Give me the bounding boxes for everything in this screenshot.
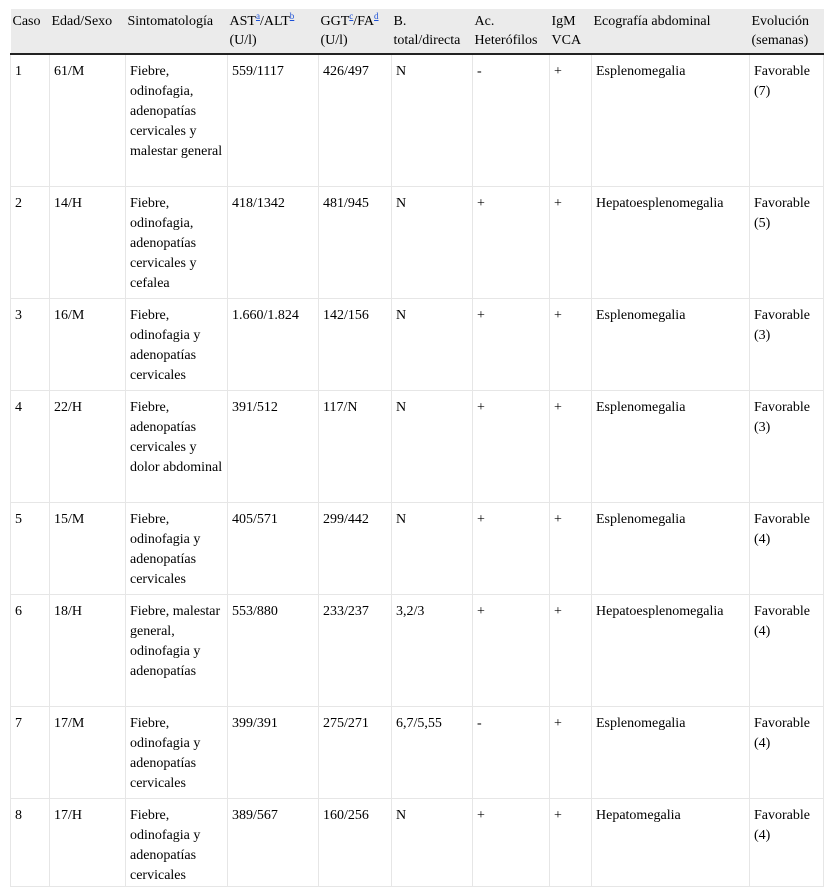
header-ac-heterofilos: Ac. Heterófilos: [473, 9, 550, 54]
cell-ac-heterofilos: -: [473, 707, 550, 799]
cell-sintomatologia: Fiebre, odinofagia, adenopatías cervicales y malestar general: [126, 54, 228, 187]
cell-sintomatologia: Fiebre, odinofagia y adenopatías cervicales: [126, 299, 228, 391]
cell-igm-vca: +: [550, 54, 592, 187]
cell-ac-heterofilos: +: [473, 799, 550, 887]
cell-ecografia: Hepatomegalia: [592, 799, 750, 887]
cell-edad-sexo: 17/H: [50, 799, 126, 887]
cell-edad-sexo: 61/M: [50, 54, 126, 187]
cell-ast-alt: 553/880: [228, 595, 319, 707]
cell-ac-heterofilos: +: [473, 391, 550, 503]
cell-ecografia: Esplenomegalia: [592, 503, 750, 595]
cell-bilirrubina: 6,7/5,55: [392, 707, 473, 799]
cell-ecografia: Esplenomegalia: [592, 299, 750, 391]
cell-ggt-fa: 233/237: [319, 595, 392, 707]
table-row: [11, 503, 824, 595]
cell-bilirrubina: N: [392, 799, 473, 887]
cell-ast-alt: 391/512: [228, 391, 319, 503]
header-ast-alt: AST$^a$/ALT$^b$ (U/l): [228, 9, 319, 54]
cell-ecografia: Hepatoesplenomegalia: [592, 187, 750, 299]
cell-igm-vca: +: [550, 799, 592, 887]
cell-bilirrubina: N: [392, 187, 473, 299]
cell-ast-alt: 559/1117: [228, 54, 319, 187]
cell-ecografia: Esplenomegalia: [592, 391, 750, 503]
cell-ggt-fa: 481/945: [319, 187, 392, 299]
cell-ggt-fa: 142/156: [319, 299, 392, 391]
cell-edad-sexo: 17/M: [50, 707, 126, 799]
cell-evolucion: Favorable (4): [750, 595, 824, 707]
cell-ecografia: Esplenomegalia: [592, 54, 750, 187]
footnote-d-link[interactable]: d: [374, 11, 379, 21]
header-bilirrubina: B. total/directa: [392, 9, 473, 54]
cell-edad-sexo: 18/H: [50, 595, 126, 707]
footnote-b-link[interactable]: b: [289, 11, 295, 21]
cell-sintomatologia: Fiebre, odinofagia y adenopatías cervicales: [126, 707, 228, 799]
cell-caso: 7: [11, 707, 50, 799]
cell-evolucion: Favorable (3): [750, 299, 824, 391]
cell-evolucion: Favorable (4): [750, 799, 824, 887]
cell-caso: 6: [11, 595, 50, 707]
footnote-c-link[interactable]: c: [349, 11, 354, 21]
cell-ecografia: Esplenomegalia: [592, 707, 750, 799]
header-igm-vca: IgM VCA: [550, 9, 592, 54]
cell-ggt-fa: 117/N: [319, 391, 392, 503]
table-row: [11, 299, 824, 391]
cell-evolucion: Favorable (4): [750, 707, 824, 799]
cell-bilirrubina: N: [392, 54, 473, 187]
cell-ast-alt: 405/571: [228, 503, 319, 595]
cell-igm-vca: +: [550, 299, 592, 391]
cell-sintomatologia: Fiebre, adenopatías cervicales y dolor abdominal: [126, 391, 228, 503]
cell-caso: 1: [11, 54, 50, 187]
cell-sintomatologia: Fiebre, malestar general, odinofagia y adenopatías: [126, 595, 228, 707]
header-sintomatologia: Sintomatología: [126, 9, 228, 54]
cell-caso: 3: [11, 299, 50, 391]
table-row: [11, 54, 824, 187]
cell-ac-heterofilos: -: [473, 54, 550, 187]
table-row: [11, 391, 824, 503]
cell-edad-sexo: 22/H: [50, 391, 126, 503]
cell-ac-heterofilos: +: [473, 503, 550, 595]
header-ecografia: Ecografía abdominal: [592, 9, 750, 54]
cell-bilirrubina: N: [392, 391, 473, 503]
cell-ac-heterofilos: +: [473, 187, 550, 299]
table-row: [11, 187, 824, 299]
cell-evolucion: Favorable (4): [750, 503, 824, 595]
cell-ac-heterofilos: +: [473, 299, 550, 391]
cell-sintomatologia: Fiebre, odinofagia y adenopatías cervicales: [126, 799, 228, 887]
cell-ecografia: Hepatoesplenomegalia: [592, 595, 750, 707]
footnote-a-link[interactable]: a: [255, 11, 260, 21]
cell-caso: 2: [11, 187, 50, 299]
cell-caso: 8: [11, 799, 50, 887]
cell-bilirrubina: N: [392, 503, 473, 595]
header-evolucion: Evolución (semanas): [750, 9, 824, 54]
cell-caso: 5: [11, 503, 50, 595]
cell-igm-vca: +: [550, 707, 592, 799]
cell-evolucion: Favorable (3): [750, 391, 824, 503]
header-row: [11, 9, 824, 54]
cell-ast-alt: 1.660/1.824: [228, 299, 319, 391]
cell-ggt-fa: 426/497: [319, 54, 392, 187]
cell-caso: 4: [11, 391, 50, 503]
cell-edad-sexo: 16/M: [50, 299, 126, 391]
table-row: [11, 799, 824, 887]
cell-ast-alt: 399/391: [228, 707, 319, 799]
header-edad-sexo: Edad/Sexo: [50, 9, 126, 54]
header-caso: Caso: [11, 9, 50, 54]
cell-igm-vca: +: [550, 595, 592, 707]
cell-bilirrubina: N: [392, 299, 473, 391]
cell-edad-sexo: 15/M: [50, 503, 126, 595]
cell-ast-alt: 418/1342: [228, 187, 319, 299]
cases-table: [10, 9, 824, 887]
cell-bilirrubina: 3,2/3: [392, 595, 473, 707]
cell-evolucion: Favorable (5): [750, 187, 824, 299]
cell-ac-heterofilos: +: [473, 595, 550, 707]
cell-ggt-fa: 160/256: [319, 799, 392, 887]
cell-ggt-fa: 275/271: [319, 707, 392, 799]
cell-sintomatologia: Fiebre, odinofagia, adenopatías cervicales y cefalea: [126, 187, 228, 299]
cell-igm-vca: +: [550, 503, 592, 595]
cell-edad-sexo: 14/H: [50, 187, 126, 299]
cell-evolucion: Favorable (7): [750, 54, 824, 187]
cell-igm-vca: +: [550, 187, 592, 299]
cell-sintomatologia: Fiebre, odinofagia y adenopatías cervicales: [126, 503, 228, 595]
cell-igm-vca: +: [550, 391, 592, 503]
table-row: [11, 707, 824, 799]
cell-ggt-fa: 299/442: [319, 503, 392, 595]
header-ggt-fa: $GGT^c/FA^d$ (U/l): [319, 9, 392, 54]
table-row: [11, 595, 824, 707]
cell-ast-alt: 389/567: [228, 799, 319, 887]
